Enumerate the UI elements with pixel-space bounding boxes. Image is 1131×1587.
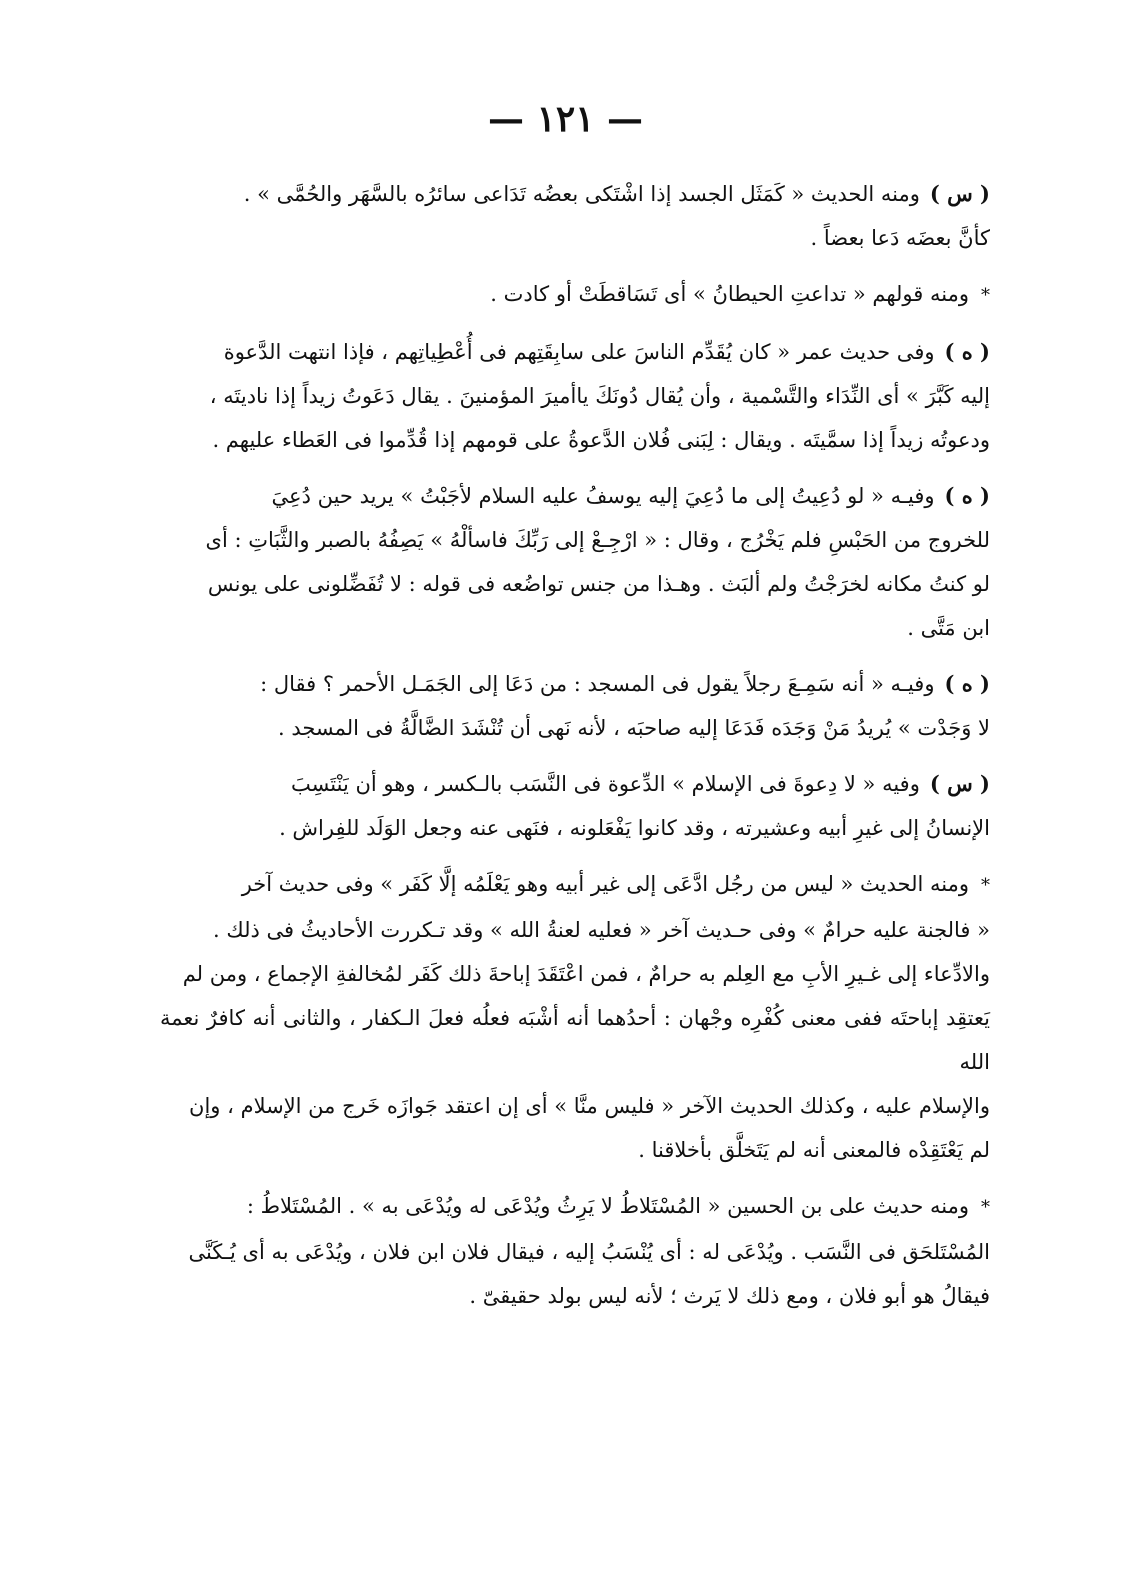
source-marker: ( ه ) [944,671,990,696]
text-line [160,862,990,908]
line-text: ابن مَتَّى . [907,616,990,640]
line-text: وفيه « لا دِعوةَ فى الإسلام » الدِّعوة فى النَّسَب بالـكسر ، وهو أن يَنْتَسِبَ [290,772,920,796]
line-text: ومنه قولهم « تداعتِ الحيطانُ » أى تَسَاقطَتْ أو كادت . [490,282,969,306]
paragraph [160,662,990,750]
paragraph [160,474,990,650]
text-line [160,374,990,418]
text-line [160,562,990,606]
line-text: ومنه حديث على بن الحسين « المُسْتَلاطُ لا يَرِثُ ويُدْعَى له ويُدْعَى به » . المُسْتَلاطُ : [246,1194,969,1218]
text-line [160,662,990,706]
text-line [160,606,990,650]
page-number: — ١٢١ — [487,98,644,140]
asterisk-marker: * [981,875,990,896]
source-marker: ( س ) [929,181,990,206]
line-text: المُسْتَلحَق فى النَّسَب . ويُدْعَى له : أى يُنْسَبُ إليه ، فيقال فلان ابن فلان ، ويُدْعَى به أى يُـكَنَّى [188,1240,990,1264]
paragraph [160,862,990,1172]
line-text: للخروج من الحَبْسِ فلم يَخْرُج ، وقال : « ارْجِـعْ إلى رَبِّكَ فاسألْهُ » يَصِفُهُ بالصبر والثَّبَاتِ : أى [205,528,990,552]
text-line [160,1128,990,1172]
line-text: لو كنتُ مكانه لخرَجْتُ ولم ألبَث . وهـذا من جنس تواضُعه فى قوله : لا تُفَضِّلونى على يونس [207,572,990,596]
line-text: لم يَعْتَقِدْه فالمعنى أنه لم يَتَخلَّق بأخلاقنا . [638,1138,990,1162]
text-line [160,1184,990,1230]
line-text: ومنه الحديث « كَمَثَل الجسد إذا اشْتَكى بعضُه تَدَاعى سائرُه بالسَّهَر والحُمَّى » . [243,182,920,206]
text-line [160,952,990,996]
line-text: لا وَجَدْت » يُريدُ مَنْ وَجَدَه فَدَعَا إليه صاحبَه ، لأنه نَهى أن تُنْشَدَ الضَّالَّةُ فى المسجد . [277,716,990,740]
text-line [160,272,990,318]
text-line [160,908,990,952]
line-text: كأنَّ بعضَه دَعا بعضاً . [810,226,990,250]
paragraph [160,172,990,260]
line-text: يَعتقِد إباحتَه ففى معنى كُفْرِه وجْهان : أحدُهما أنه أشْبَه فعلُه فعلَ الـكفار ، والثانى أنه كافرٌ نعمة الله [160,1006,990,1074]
source-marker: ( ه ) [944,339,990,364]
line-text: والإسلام عليه ، وكذلك الحديث الآخر « فليس منَّا » أى إن اعتقد جَوازَه خَرج من الإسلام ، وإن [189,1094,990,1118]
line-text: ومنه الحديث « ليس من رجُل ادَّعَى إلى غير أبيه وهو يَعْلَمُه إلَّا كَفَر » وفى حديث آخر [241,872,969,896]
text-line [160,330,990,374]
text-line [160,762,990,806]
line-text: إليه كَبَّرَ » أى النِّدَاء والتَّسْمية ، وأن يُقال دُونَكَ ياأميرَ المؤمنينَ . يقال دَعَوتُ زيداً إذا ناديتَه ، [209,384,990,408]
text-line [160,474,990,518]
text-line [160,706,990,750]
source-marker: ( س ) [929,771,990,796]
line-text: « فالجنة عليه حرامٌ » وفى حـديث آخر « فعليه لعنةُ الله » وقد تـكررت الأحاديثُ فى ذلك . [213,918,990,942]
body-text [160,172,990,1330]
paragraph [160,1184,990,1318]
line-text: وفى حديث عمر « كان يُقَدِّم الناسَ على سابِقَتِهم فى أُعْطِياتِهم ، فإذا انتهت الدَّعوة [223,340,935,364]
paragraph [160,330,990,462]
text-line [160,1084,990,1128]
line-text: فيقالُ هو أبو فلان ، ومع ذلك لا يَرث ؛ لأنه ليس بولد حقيقىّ . [469,1284,990,1308]
line-text: الإنسانُ إلى غيرِ أبيه وعشيرته ، وقد كانوا يَفْعَلونه ، فنَهى عنه وجعل الوَلَد للفِراش . [279,816,990,840]
text-line [160,1230,990,1274]
text-line [160,806,990,850]
asterisk-marker: * [981,1197,990,1218]
text-line [160,996,990,1084]
text-line [160,1274,990,1318]
source-marker: ( ه ) [944,483,990,508]
asterisk-marker: * [981,285,990,306]
line-text: ودعوتُه زيداً إذا سمَّيتَه . ويقال : لِبَنى فُلان الدَّعوةُ على قومهم إذا قُدِّموا فى العَطاء عليهم . [212,428,990,452]
text-line [160,418,990,462]
text-line [160,172,990,216]
paragraph [160,272,990,318]
text-line [160,216,990,260]
line-text: وفيـه « أنه سَمِـعَ رجلاً يقول فى المسجد : من دَعَا إلى الجَمَـل الأحمر ؟ فقال : [260,672,935,696]
text-line [160,518,990,562]
paragraph [160,762,990,850]
line-text: والادِّعاء إلى غـيرِ الأبِ مع العِلم به حرامٌ ، فمن اعْتَقَدَ إباحةَ ذلك كَفَر لمُخالفةِ الإجماع ، ومن لم [182,962,990,986]
line-text: وفيـه « لو دُعِيتُ إلى ما دُعِيَ إليه يوسفُ عليه السلام لأجَبْتُ » يريد حين دُعِيَ [271,484,935,508]
